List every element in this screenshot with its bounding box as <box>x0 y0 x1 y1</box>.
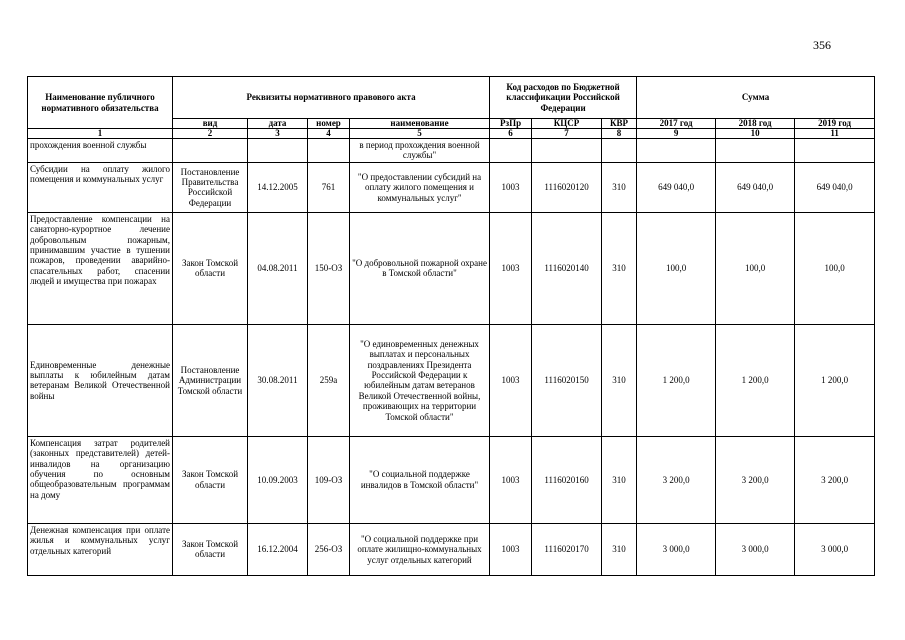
code-kcsr <box>532 139 602 163</box>
header-sum: Сумма <box>637 77 875 119</box>
code-kvr: 310 <box>602 324 637 436</box>
obligation-name: Единовременные денежные выплаты к юбилейным датам ветеранам Великой Отечественной войны <box>28 324 173 436</box>
index-cell: 5 <box>350 129 490 139</box>
sum-2017: 1 200,0 <box>637 324 716 436</box>
index-cell: 3 <box>248 129 308 139</box>
subheader-title: наименование <box>350 119 490 129</box>
table-row <box>28 523 875 575</box>
act-title: "О предоставлении субсидий на оплату жилого помещения и коммунальных услуг" <box>350 162 490 212</box>
header-code: Код расходов по Бюджетной классификации Российской Федерации <box>490 77 637 119</box>
code-kcsr: 1116020170 <box>532 523 602 575</box>
sum-2019: 649 040,0 <box>795 162 875 212</box>
act-number <box>308 139 350 163</box>
code-rzpr: 1003 <box>490 212 532 324</box>
act-title: "О социальной поддержке инвалидов в Томской области" <box>350 436 490 523</box>
index-cell: 7 <box>532 129 602 139</box>
subheader-kcsr: КЦСР <box>532 119 602 129</box>
index-cell: 9 <box>637 129 716 139</box>
code-rzpr <box>490 139 532 163</box>
code-kvr <box>602 139 637 163</box>
obligation-name: Денежная компенсация при оплате жилья и коммунальных услуг отдельных категорий <box>28 523 173 575</box>
sum-2018: 100,0 <box>716 212 795 324</box>
sum-2019: 100,0 <box>795 212 875 324</box>
code-kcsr: 1116020140 <box>532 212 602 324</box>
act-number: 761 <box>308 162 350 212</box>
sum-2017: 649 040,0 <box>637 162 716 212</box>
sum-2019: 3 200,0 <box>795 436 875 523</box>
sum-2017: 3 200,0 <box>637 436 716 523</box>
act-title: "О добровольной пожарной охране в Томской области" <box>350 212 490 324</box>
code-kvr: 310 <box>602 212 637 324</box>
sum-2017: 100,0 <box>637 212 716 324</box>
table-row <box>28 139 875 163</box>
code-kvr: 310 <box>602 162 637 212</box>
act-number: 256-ОЗ <box>308 523 350 575</box>
obligation-name: Предоставление компенсации на санаторно-курортное лечение добровольным пожарным, принимавшим участие в тушении пожаров, проведении аварийно-спасательных работ, спасении людей и имущества при пожарах <box>28 212 173 324</box>
code-rzpr: 1003 <box>490 436 532 523</box>
header-row <box>28 77 875 119</box>
act-kind <box>173 139 248 163</box>
act-number: 109-ОЗ <box>308 436 350 523</box>
code-kcsr: 1116020120 <box>532 162 602 212</box>
subheader-date: дата <box>248 119 308 129</box>
act-title: "О социальной поддержке при оплате жилищно-коммунальных услуг отдельных категорий <box>350 523 490 575</box>
subheader-kind: вид <box>173 119 248 129</box>
sum-2017: 3 000,0 <box>637 523 716 575</box>
table-row <box>28 436 875 523</box>
obligations-table <box>27 76 875 576</box>
page-number: 356 <box>813 38 831 52</box>
obligation-name: Субсидии на оплату жилого помещения и коммунальных услуг <box>28 162 173 212</box>
sum-2018: 3 200,0 <box>716 436 795 523</box>
act-title: в период прохождения военной службы" <box>350 139 490 163</box>
act-title: "О единовременных денежных выплатах и персональных поздравлениях Президента Российской Федерации к юбилейным датам ветеранов Великой Отечественной войны, проживающих на территории Томской области" <box>350 324 490 436</box>
act-number: 150-ОЗ <box>308 212 350 324</box>
code-kcsr: 1116020150 <box>532 324 602 436</box>
subheader-number: номер <box>308 119 350 129</box>
act-date: 04.08.2011 <box>248 212 308 324</box>
index-cell: 1 <box>28 129 173 139</box>
act-date: 16.12.2004 <box>248 523 308 575</box>
sum-2018: 1 200,0 <box>716 324 795 436</box>
subheader-rzpr: РзПр <box>490 119 532 129</box>
index-cell: 4 <box>308 129 350 139</box>
table-row <box>28 324 875 436</box>
subheader-2017: 2017 год <box>637 119 716 129</box>
code-rzpr: 1003 <box>490 523 532 575</box>
code-kvr: 310 <box>602 436 637 523</box>
sum-2018 <box>716 139 795 163</box>
sum-2018: 3 000,0 <box>716 523 795 575</box>
index-cell: 10 <box>716 129 795 139</box>
act-kind: Закон Томской области <box>173 436 248 523</box>
act-date <box>248 139 308 163</box>
sum-2018: 649 040,0 <box>716 162 795 212</box>
sum-2017 <box>637 139 716 163</box>
code-kvr: 310 <box>602 523 637 575</box>
subheader-kvr: КВР <box>602 119 637 129</box>
act-date: 10.09.2003 <box>248 436 308 523</box>
act-number: 259а <box>308 324 350 436</box>
act-kind: Закон Томской области <box>173 212 248 324</box>
act-kind: Постановление Правительства Российской Федерации <box>173 162 248 212</box>
index-row <box>28 129 875 139</box>
table-row <box>28 212 875 324</box>
table-row <box>28 162 875 212</box>
act-kind: Закон Томской области <box>173 523 248 575</box>
header-act: Реквизиты нормативного правового акта <box>173 77 490 119</box>
subheader-2019: 2019 год <box>795 119 875 129</box>
code-rzpr: 1003 <box>490 324 532 436</box>
index-cell: 2 <box>173 129 248 139</box>
index-cell: 11 <box>795 129 875 139</box>
obligation-name: прохождения военной службы <box>28 139 173 163</box>
act-kind: Постановление Администрации Томской области <box>173 324 248 436</box>
header-name: Наименование публичного нормативного обязательства <box>28 77 173 129</box>
code-kcsr: 1116020160 <box>532 436 602 523</box>
sum-2019: 3 000,0 <box>795 523 875 575</box>
code-rzpr: 1003 <box>490 162 532 212</box>
subheader-2018: 2018 год <box>716 119 795 129</box>
index-cell: 6 <box>490 129 532 139</box>
sum-2019 <box>795 139 875 163</box>
act-date: 14.12.2005 <box>248 162 308 212</box>
sum-2019: 1 200,0 <box>795 324 875 436</box>
obligation-name: Компенсация затрат родителей (законных представителей) детей-инвалидов на организацию обучения по основным общеобразовательным программам на дому <box>28 436 173 523</box>
index-cell: 8 <box>602 129 637 139</box>
act-date: 30.08.2011 <box>248 324 308 436</box>
